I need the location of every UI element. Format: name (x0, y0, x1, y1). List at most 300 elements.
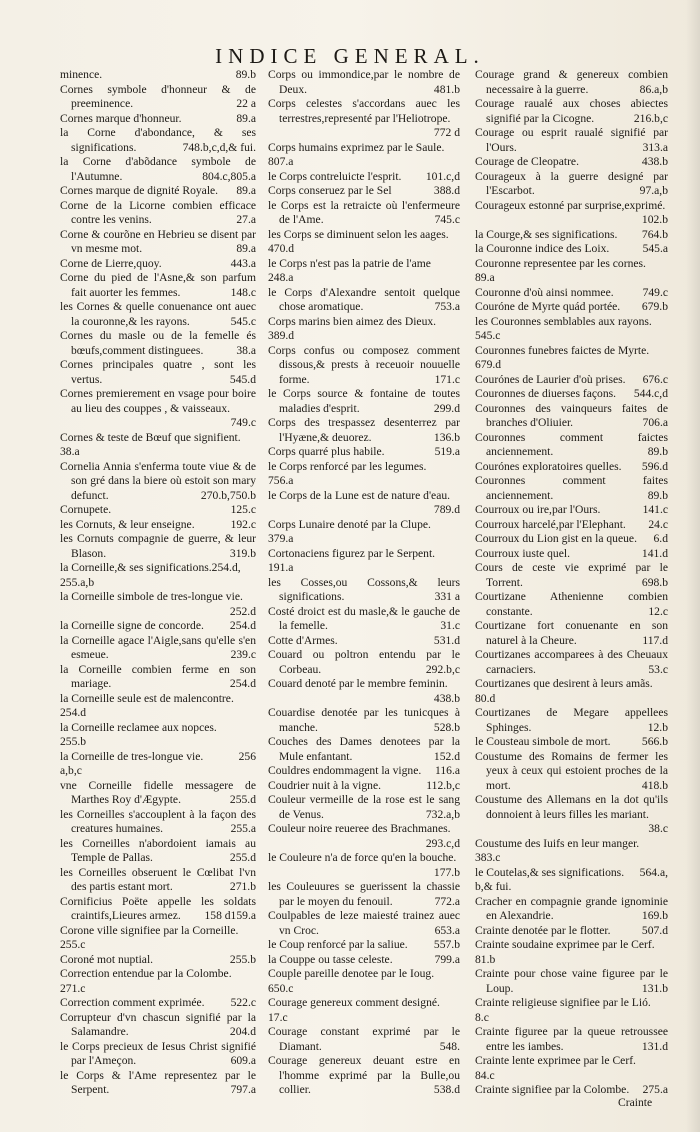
entry-reference: 544.c,d (633, 387, 668, 400)
index-entry (268, 445, 460, 460)
entry-text: 17.c (268, 1010, 288, 1024)
entry-text: le Corps & l'Ame representez par le Serpent. (60, 1068, 256, 1096)
index-entry (475, 1054, 668, 1069)
index-entry (60, 358, 256, 387)
index-column-3 (475, 68, 668, 1098)
entry-text: 191.a (268, 561, 294, 574)
entry-text: Courage constant exprimé par le Diamant. (268, 1025, 460, 1053)
entry-text: les Cornes & quelle conuenance ont auec la couronne,& les rayons. (60, 300, 256, 328)
entry-reference: 557.b (433, 938, 460, 951)
entry-reference: 545.c (230, 314, 256, 328)
index-entry (60, 518, 256, 533)
index-entry (60, 808, 256, 837)
entry-text: Cours de ceste vie exprimé par le Torrent. (475, 561, 668, 589)
entry-text: Courage grand & genereux combien necessaire à la guerre. (475, 68, 668, 96)
index-entry (268, 286, 460, 315)
entry-text: Cornes principales quatre , sont les vertus. (60, 358, 256, 386)
entry-text: Couleur noire reueree des Brachmanes. (268, 822, 451, 835)
index-entry (268, 97, 460, 141)
index-entry (268, 851, 460, 880)
index-entry (475, 590, 668, 619)
entry-reference: 89.a (236, 111, 256, 125)
entry-reference: 255.b (229, 952, 256, 966)
entry-reference: 566.b (641, 735, 668, 748)
entry-reference: 204.d (229, 1025, 256, 1038)
entry-reference: 698.b (641, 575, 668, 589)
entry-text: Crainte pour chose vaine figuree par le Loup. (475, 967, 668, 995)
entry-reference: 254.d (229, 677, 256, 690)
entry-text: Coulpables de leze maiesté trainez auec vn Croc. (268, 909, 460, 937)
index-entry (268, 184, 460, 199)
entry-text: Couardise denotée par les tunicques à manche. (268, 706, 460, 734)
entry-text: le Couleure n'a de force qu'en la bouche. (268, 851, 457, 864)
entry-text: Coudrier nuit à la vigne. (268, 778, 382, 792)
entry-text: les Couronnes semblables aux rayons. (475, 314, 652, 328)
index-entry (60, 271, 256, 300)
index-entry (268, 561, 460, 576)
index-entry (475, 503, 668, 518)
entry-reference: 299.d (433, 401, 460, 415)
index-entry (475, 373, 668, 388)
index-entry (475, 837, 668, 852)
entry-text: la Corneille signe de concorde. (60, 619, 204, 632)
index-entry (475, 706, 668, 735)
index-entry (475, 315, 668, 330)
index-entry (268, 242, 460, 257)
index-entry (475, 68, 668, 97)
entry-text: Corne de Lierre,quoy. (60, 256, 162, 270)
index-entry (60, 532, 256, 561)
entry-text: Corne de la Licorne combien efficace contre les venins. (60, 198, 256, 226)
index-entry (268, 170, 460, 185)
entry-reference: 545.d (229, 372, 256, 386)
index-entry (268, 677, 460, 706)
index-entry (475, 344, 668, 359)
entry-text: les Corneilles obseruent le Cœlibat l'vn des partis estant mort. (60, 865, 256, 893)
entry-text: Couple pareille denotee par le Ioug. (268, 967, 435, 980)
index-entry (268, 155, 460, 170)
entry-text: 254.d (60, 706, 87, 719)
index-entry (475, 677, 668, 692)
index-entry (60, 1040, 256, 1069)
entry-text: Cornelia Annia s'enferma toute viue & de son gré dans la biere où estoit son mary defunct. (60, 459, 256, 502)
entry-text: 389.d (268, 329, 295, 342)
entry-text: la Corneille de tres-longue vie. (60, 749, 204, 763)
entry-reference: 254.d (229, 619, 256, 632)
index-entry (268, 996, 460, 1011)
entry-text: 545.c (475, 329, 501, 342)
entry-text: Coustume des Romains de fermer les yeux à ceux qui estoient proches de la mort. (475, 749, 668, 792)
index-entry (475, 924, 668, 939)
entry-text: les Corneilles n'abordoient iamais au Temple de Pallas. (60, 836, 256, 864)
entry-text: Correction entendue par la Colombe. (60, 967, 232, 980)
index-entry (60, 387, 256, 431)
entry-reference: 86.a,b (639, 82, 668, 96)
entry-text: le Corps contreluicte l'esprit. (268, 169, 402, 183)
index-entry (475, 895, 668, 924)
entry-text: Couronnes comment faictes anciennement. (475, 430, 668, 458)
entry-text: Courage genereux comment designé. (268, 996, 440, 1009)
entry-reference: 169.b (641, 909, 668, 922)
index-entry (268, 199, 460, 228)
entry-text: Courage de Cleopatre. (475, 155, 579, 168)
entry-text: 80.d (475, 691, 496, 705)
entry-text: Courroux du Lion gist en la queue. (475, 532, 637, 545)
index-entry (60, 155, 256, 184)
index-entry (475, 126, 668, 155)
entry-text: les Cosses,ou Cossons,& leurs significations. (268, 575, 460, 603)
entry-reference: 748.b,c,d,& fui. (182, 140, 256, 154)
index-entry (475, 474, 668, 503)
entry-text: Couronnes de diuerses façons. (475, 387, 617, 400)
entry-text: Courtizanes de Megare appellees Sphinges. (475, 706, 668, 734)
entry-text: Coustume des Iuifs en leur manger. (475, 836, 640, 850)
index-entry (60, 68, 256, 83)
entry-text: Crainte figuree par la queue retroussee entre les iambes. (475, 1025, 668, 1053)
index-entry (475, 561, 668, 590)
entry-reference: 388.d (433, 184, 460, 197)
entry-text: le Corps n'est pas la patrie de l'ame (268, 256, 431, 270)
index-entry (60, 663, 256, 692)
entry-text: Courage ou esprit raualé signifié par l'Ours. (475, 126, 668, 154)
index-entry (475, 97, 668, 126)
entry-text: Corps des trespassez desenterrez par l'Hyæne,& deuorez. (268, 416, 460, 444)
entry-text: 383.c (475, 851, 501, 864)
entry-reference: 271.b (229, 880, 256, 893)
entry-text: Couches des Dames denotees par la Mule enfantant. (268, 735, 460, 763)
index-entry (60, 895, 256, 924)
index-entry (475, 329, 668, 344)
index-entry (475, 953, 668, 968)
entry-text: Coustume des Allemans en la dot qu'ils donnoient à leurs filles les mariant. (475, 793, 668, 821)
entry-reference: 255.d (229, 793, 256, 806)
entry-text: la Corneille,& ses significations.254.d, (60, 561, 241, 574)
index-entry (268, 416, 460, 445)
entry-text: Cornes marque d'honneur. (60, 111, 182, 125)
entry-reference: 676.c (642, 372, 668, 386)
entry-text: la Courge,& ses significations. (475, 227, 618, 241)
index-entry (475, 155, 668, 170)
entry-reference: 522.c (230, 996, 256, 1009)
entry-reference: 152.d (433, 749, 460, 763)
entry-text: Crainte denotée par le flotter. (475, 923, 611, 937)
index-entry (475, 851, 668, 866)
index-entry (268, 982, 460, 997)
index-entry (60, 126, 256, 155)
index-entry (60, 83, 256, 112)
entry-reference: 799.a (434, 952, 460, 966)
entry-reference: 131.b (641, 981, 668, 995)
entry-text: Courtizanes accomparees à des Cheuaux carnaciers. (475, 648, 668, 676)
entry-reference: 136.b (433, 430, 460, 444)
entry-text: 379.a (268, 532, 294, 545)
entry-text: le Corps source & fontaine de toutes maladies d'esprit. (268, 387, 460, 415)
entry-text: la Couronne indice des Loix. (475, 242, 610, 255)
entry-reference: 148.c (230, 285, 256, 299)
entry-text: 271.c (60, 981, 86, 995)
index-entry (475, 1025, 668, 1054)
index-entry (60, 112, 256, 127)
index-entry (268, 387, 460, 416)
entry-reference: 275.a (642, 1083, 668, 1096)
index-entry (268, 344, 460, 388)
entry-reference: 609.a (230, 1054, 256, 1067)
entry-reference: 418.b (641, 778, 668, 792)
entry-text: 248.a (268, 271, 294, 284)
index-column-1 (60, 68, 256, 1098)
index-entry (268, 967, 460, 982)
index-entry (60, 721, 256, 736)
entry-text: Couróne de Myrte quád portée. (475, 300, 621, 313)
entry-text: Corne & courõne en Hebrieu se disent par vn mesme mot. (60, 227, 256, 255)
entry-text: a,b,c (60, 764, 82, 777)
index-entry (60, 866, 256, 895)
entry-text: Corps celestes s'accordans auec les terrestres,representé par l'Heliotrope. (268, 97, 460, 125)
index-entry (475, 387, 668, 402)
entry-text: Corps marins bien aimez des Dieux. (268, 314, 437, 328)
entry-reference: 22 a (236, 97, 256, 110)
index-entry (268, 460, 460, 475)
entry-text: Couronnes comment faites anciennement. (475, 474, 668, 502)
entry-text: Corps confus ou composez comment dissous,& prests à receuoir nouuelle forme. (268, 343, 460, 386)
index-entry (268, 141, 460, 156)
index-entry (475, 938, 668, 953)
entry-text: Couleur vermeille de la rose est le sang de Venus. (268, 793, 460, 821)
index-entry (268, 257, 460, 272)
entry-text: Courtizane Athenienne combien constante. (475, 590, 668, 618)
entry-text: Corne du pied de l'Asne,& son parfum fait auorter les femmes. (60, 271, 256, 299)
index-entry (475, 532, 668, 547)
entry-text: 89.a (475, 271, 495, 284)
index-entry (475, 880, 668, 895)
entry-text: Corrupteur d'vn chascun signifié par la Salamandre. (60, 1010, 256, 1038)
entry-reference: 804.c,805.a (202, 169, 256, 183)
index-entry (475, 242, 668, 257)
entry-text: Couronne representee par les cornes. (475, 256, 646, 270)
index-entry (475, 735, 668, 750)
index-entry (60, 199, 256, 228)
entry-text: Corone ville signifiee par la Corneille. (60, 923, 239, 937)
entry-reference: 27.a (236, 213, 256, 226)
index-entry (60, 938, 256, 953)
entry-text: Courageux estonné par surprise,exprimé. (475, 198, 666, 212)
index-entry (60, 837, 256, 866)
entry-reference: 528.b (433, 720, 460, 734)
index-entry (60, 967, 256, 982)
index-entry (268, 779, 460, 794)
entry-text: Crainte soudaine exprimee par le Cerf. (475, 938, 655, 951)
index-entry (268, 1054, 460, 1098)
entry-reference: 255.d (229, 851, 256, 864)
index-entry (268, 518, 460, 533)
index-entry (475, 358, 668, 373)
entry-text: Corps humains exprimez par le Saule. (268, 140, 445, 154)
entry-reference: 545.a (642, 242, 668, 255)
index-entry (475, 648, 668, 677)
entry-reference: 331 a (434, 590, 460, 603)
index-entry (268, 706, 460, 735)
entry-text: la Corneille seule est de malencontre. (60, 691, 234, 705)
index-entry (268, 68, 460, 97)
entry-text: Cornes & teste de Bœuf que signifient. (60, 430, 241, 444)
index-entry (475, 1069, 668, 1084)
entry-reference: 171.c (434, 372, 460, 386)
index-entry (475, 286, 668, 301)
index-entry (60, 953, 256, 968)
index-entry (60, 1069, 256, 1098)
entry-reference: 101.c,d (425, 169, 460, 183)
index-entry (268, 909, 460, 938)
entry-text: la Corneille reclamee aux nopces. (60, 720, 217, 734)
entry-reference: 158 d159.a (204, 909, 256, 922)
entry-text: le Corps de la Lune est de nature d'eau. (268, 488, 451, 502)
entry-text: Cornes symbole d'honneur & de preeminence. (60, 82, 256, 110)
entry-reference: 97.a,b (639, 184, 668, 197)
entry-text: le Cousteau simbole de mort. (475, 735, 611, 748)
index-entry (60, 692, 256, 707)
entry-reference: 679.b (641, 300, 668, 313)
entry-reference: 293.c,d (425, 836, 460, 850)
index-entry (475, 431, 668, 460)
index-entry (60, 300, 256, 329)
entry-text: 255.a,b (60, 575, 95, 589)
entry-text: Courroux harcelé,par l'Elephant. (475, 517, 626, 531)
entry-reference: 117.d (642, 633, 668, 647)
entry-reference: 443.a (230, 256, 256, 270)
entry-text: la Corne d'abõdance symbole de l'Autumne. (60, 155, 256, 183)
entry-text: Couronnes des vainqueurs faites de branches d'Oliuier. (475, 401, 668, 429)
index-entry (268, 648, 460, 677)
entry-reference: 507.d (641, 923, 668, 937)
entry-text: la Corneille combien ferme en son mariage. (60, 662, 256, 690)
entry-text: 38.a (60, 445, 80, 458)
entry-reference: 192.c (230, 517, 256, 531)
index-entry (60, 1011, 256, 1040)
index-entry (60, 590, 256, 619)
entry-text: 470.d (268, 242, 295, 255)
entry-text: Cotte d'Armes. (268, 633, 338, 647)
entry-text: la Corneille agace l'Aigle,sans qu'elle s'en esmeue. (60, 633, 256, 661)
entry-text: Crainte signifiee par la Colombe. (475, 1083, 630, 1096)
index-entry (60, 561, 256, 576)
index-entry (268, 315, 460, 330)
index-entry (60, 445, 256, 460)
entry-text: Couldres endommagent la vigne. (268, 764, 422, 777)
entry-reference: 481.b (433, 82, 460, 96)
entry-reference: 6.d (653, 532, 668, 545)
entry-text: Cornes du masle ou de la femelle és bœufs,comment distinguees. (60, 329, 256, 357)
index-entry (60, 750, 256, 765)
entry-text: la Corne d'abondance, & ses significations. (60, 126, 256, 154)
entry-text: Cortonaciens figurez par le Serpent. (268, 546, 436, 560)
page-title: INDICE GENERAL. (215, 44, 485, 68)
entry-text: Correction comment exprimée. (60, 996, 205, 1009)
index-entry (268, 576, 460, 605)
entry-reference: 653.a (434, 923, 460, 937)
entry-text: Courroux iuste quel. (475, 546, 570, 560)
entry-reference: 255.a (230, 822, 256, 835)
entry-reference: 732.a,b (425, 807, 460, 821)
entry-reference: 256 (238, 749, 256, 763)
entry-reference: 789.d (433, 503, 460, 516)
entry-reference: 38.a (236, 343, 256, 357)
index-entry (475, 170, 668, 199)
index-entry (475, 402, 668, 431)
index-entry (268, 1011, 460, 1026)
entry-text: 679.d (475, 358, 502, 371)
index-entry (475, 460, 668, 475)
entry-reference: 89.a (236, 184, 256, 197)
entry-reference: 749.c (230, 416, 256, 429)
entry-text: 255.c (60, 938, 86, 951)
entry-text: le Coup renforcé par la saliue. (268, 938, 408, 951)
entry-text: le Corps renforcé par les legumes. (268, 459, 427, 473)
entry-text: les Cornuts, & leur enseigne. (60, 517, 195, 531)
entry-text: Costé droict est du masle,& le gauche de la femelle. (268, 604, 460, 632)
entry-text: la Corneille simbole de tres-longue vie. (60, 590, 243, 603)
entry-reference: 519.a (434, 445, 460, 458)
entry-reference: 112.b,c (426, 778, 460, 792)
entry-text: Courónes de Laurier d'où prises. (475, 372, 626, 386)
index-entry (268, 329, 460, 344)
entry-reference: 706.a (642, 416, 668, 429)
index-entry (60, 460, 256, 504)
entry-text: Corps conseruez par le Sel (268, 184, 392, 197)
index-entry (475, 750, 668, 794)
entry-text: Cornupete. (60, 503, 112, 516)
entry-reference: 24.c (648, 517, 668, 531)
entry-reference: 89.b (647, 488, 668, 502)
index-entry (60, 779, 256, 808)
index-entry (475, 547, 668, 562)
entry-text: Crainte lente exprimee par le Cerf. (475, 1054, 636, 1067)
entry-text: Corps quarré plus habile. (268, 445, 385, 458)
entry-reference: 141.c (642, 503, 668, 516)
index-entry (268, 547, 460, 562)
index-entry (268, 605, 460, 634)
entry-reference: 564.a, (639, 865, 668, 879)
entry-text: Courtizanes que desirent à leurs amãs. (475, 677, 653, 690)
entry-reference: 252.d (229, 604, 256, 618)
index-entry (268, 1025, 460, 1054)
entry-reference: 548. (439, 1039, 460, 1053)
entry-text: Couard ou poltron entendu par le Corbeau. (268, 648, 460, 676)
index-entry (60, 228, 256, 257)
entry-text: Cornes marque de dignité Royale. (60, 184, 219, 197)
entry-text: Cornes premierement en vsage pour boire au lieu des couppes , & vaisseaux. (60, 387, 256, 415)
entry-text: la Couppe ou tasse celeste. (268, 952, 393, 966)
index-entry (475, 228, 668, 243)
entry-text: Cracher en compagnie grande ignominie en Alexandrie. (475, 894, 668, 922)
entry-text: Corps Lunaire denoté par la Clupe. (268, 517, 431, 531)
index-entry (60, 924, 256, 939)
entry-text: 756.a (268, 474, 294, 487)
entry-text: Courtizane fort conuenante en son naturel à la Cheure. (475, 619, 668, 647)
entry-text: Cornificius Poëte appelle les soldats craintifs,Lieures armez. (60, 894, 256, 922)
index-column-2 (268, 68, 460, 1098)
entry-text: Courónes exploratoires quelles. (475, 459, 622, 473)
index-entry (268, 953, 460, 968)
index-entry (60, 982, 256, 997)
entry-text: les Cornuts compagnie de guerre, & leur Blason. (60, 532, 256, 560)
index-entry (60, 503, 256, 518)
index-entry (268, 822, 460, 851)
index-entry (475, 1011, 668, 1026)
entry-text: 255.b (60, 735, 87, 748)
entry-text: 8.c (475, 1010, 489, 1024)
index-entry (268, 634, 460, 649)
entry-reference: 131.d (641, 1039, 668, 1053)
